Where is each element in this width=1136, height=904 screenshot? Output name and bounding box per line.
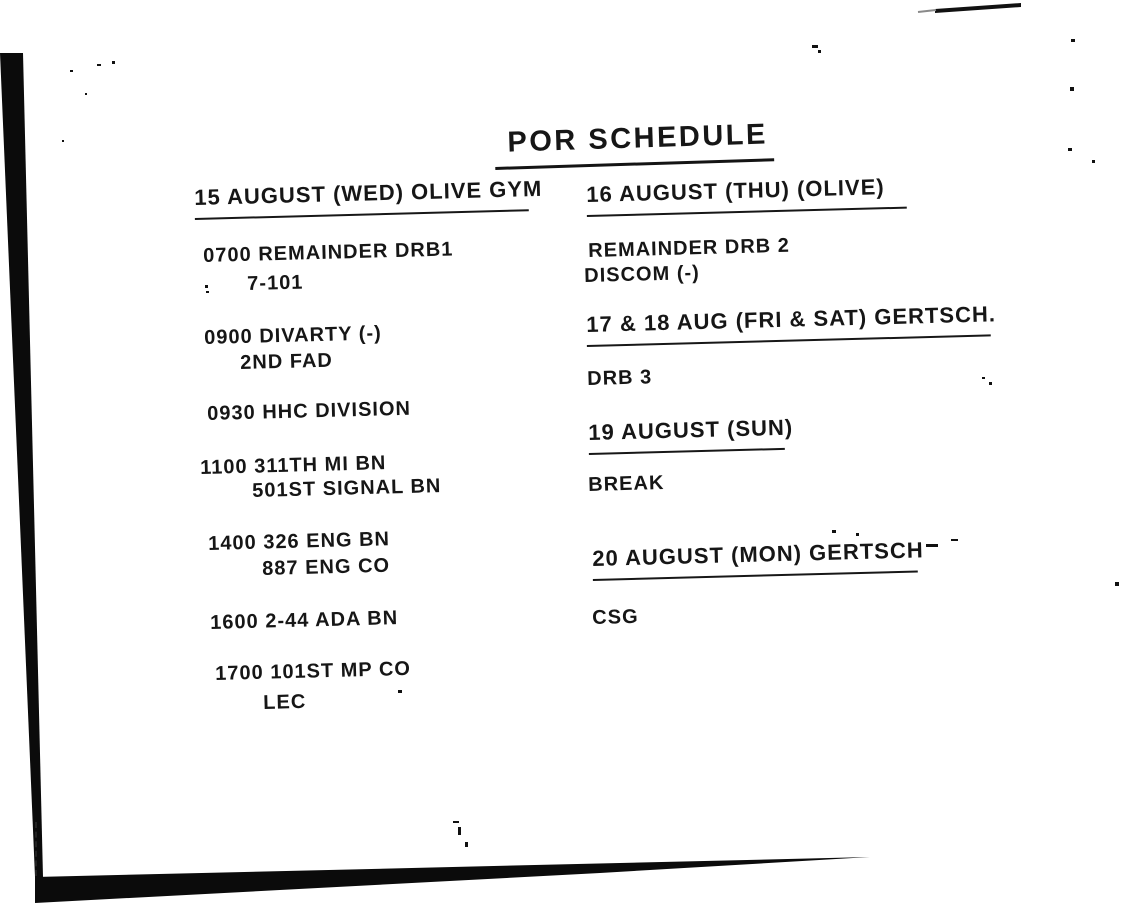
entry-1700-line2: LEC: [262, 690, 307, 714]
entry-1100-line1: 1100 311TH MI BN: [199, 452, 387, 479]
scan-speck: [205, 285, 208, 288]
left-edge-shadow: [0, 53, 43, 877]
day-heading-20-august: 20 AUGUST (MON) GERTSCH: [592, 537, 918, 580]
entry-17aug-line1: DRB 3: [586, 366, 653, 390]
day-heading-17-18-aug: 17 & 18 AUG (FRI & SAT) GERTSCH.: [586, 301, 991, 347]
top-right-line-faint: [918, 10, 936, 12]
day-heading-16-august: 16 AUGUST (THU) (OLIVE): [586, 174, 907, 217]
scan-speck: [982, 377, 985, 379]
scan-speck: [818, 50, 821, 53]
scan-speck: [1068, 148, 1072, 151]
entry-1400-line1: 1400 326 ENG BN: [207, 528, 391, 555]
scan-speck: [398, 690, 402, 693]
scan-speck: [1071, 39, 1075, 42]
entry-0700-line1: 0700 REMAINDER DRB1: [202, 238, 454, 267]
bottom-edge-shadow: [35, 857, 870, 903]
scan-speck: [1070, 87, 1074, 91]
scan-dash: [951, 539, 958, 541]
bottom-left-dashed-line: [35, 822, 37, 876]
scan-speck: [458, 827, 461, 835]
scan-speck: [856, 533, 859, 536]
scan-speck: [206, 291, 209, 293]
scan-speck: [62, 140, 64, 142]
page-title: POR SCHEDULE: [494, 118, 775, 170]
entry-1600-line1: 1600 2-44 ADA BN: [209, 607, 399, 634]
scan-speck: [453, 821, 459, 823]
scan-speck: [85, 93, 87, 95]
scan-dash: [926, 544, 938, 547]
entry-16aug-line2: DISCOM (-): [583, 261, 701, 287]
entry-16aug-line1: REMAINDER DRB 2: [587, 234, 791, 262]
entry-0930-line1: 0930 HHC DIVISION: [206, 397, 412, 425]
entry-0900-line2: 2ND FAD: [239, 349, 334, 374]
entry-1400-line2: 887 ENG CO: [261, 554, 391, 580]
entry-1700-line1: 1700 101ST MP CO: [214, 657, 412, 685]
scan-speck: [112, 61, 115, 64]
scan-speck: [812, 45, 818, 48]
top-right-line: [935, 3, 1021, 13]
entry-1100-line2: 501ST SIGNAL BN: [251, 475, 442, 502]
scan-speck: [989, 382, 992, 385]
entry-20aug-line1: CSG: [591, 605, 639, 629]
entry-0700-line2: 7-101: [246, 271, 304, 295]
scan-speck: [465, 842, 468, 847]
day-heading-19-august: 19 AUGUST (SUN): [588, 415, 785, 455]
scan-speck: [70, 70, 73, 72]
entry-19aug-line1: BREAK: [587, 472, 665, 496]
scan-speck: [97, 64, 101, 66]
scan-speck: [1092, 160, 1095, 163]
day-heading-15-august: 15 AUGUST (WED) OLIVE GYM: [194, 176, 529, 220]
entry-0900-line1: 0900 DIVARTY (-): [203, 322, 383, 349]
scan-speck: [1115, 582, 1119, 586]
scan-speck: [832, 530, 836, 533]
